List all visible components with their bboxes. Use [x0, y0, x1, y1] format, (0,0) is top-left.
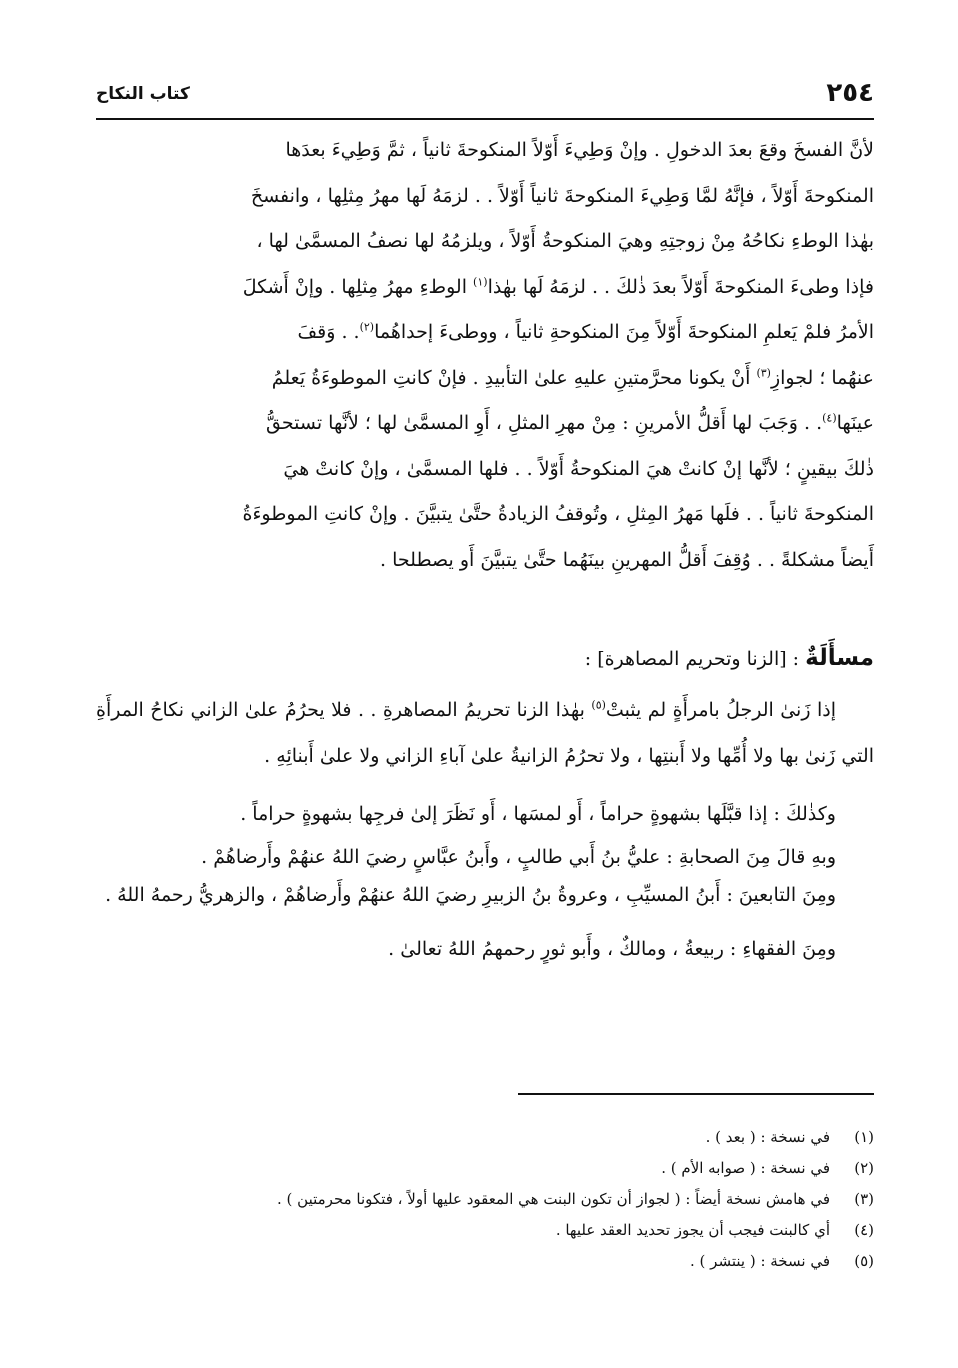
- footnote-number: (٤): [854, 1221, 874, 1239]
- text-line: [96, 401, 874, 447]
- footnote-ref[interactable]: (٤): [822, 411, 837, 425]
- text-line: ذٰلكَ بيقينٍ ؛ لأنَّها إنْ كانتْ هيَ المنكوحةُ أَوّلاً . . فلها المسمَّىٰ ، وإنْ كانتْ هيَ: [283, 457, 874, 480]
- text-segment: الوطءِ مهرُ مِثلِها . وإنْ أَشكلَ: [242, 275, 474, 298]
- footnote-number: (٣): [854, 1190, 874, 1208]
- footnote-item: [96, 1184, 874, 1215]
- paragraph: وكذٰلكَ : إذا قبَّلَها بشهوةٍ حراماً ، أَو لمسَها ، أَو نَظَرَ إلىٰ فرجِها بشهوةٍ حراماً .: [240, 803, 836, 825]
- footnote-item: [96, 1246, 874, 1277]
- text-line: [96, 356, 874, 402]
- text-line: [96, 310, 874, 356]
- text-line: المنكوحةَ ثانياً . . فلَها مَهرُ المِثلِ ، وتُوقفُ الزيادةُ حتَّىٰ يتبيَّنَ . وإنْ كانتِ الموطوءَةُ: [242, 503, 874, 525]
- text-line: أَيضاً مشكلةً . . وُقِفَ أَقلُّ المهرينِ بينَهُما حتَّىٰ يتبيَّنَ أَو يصطلحا .: [380, 548, 874, 571]
- footnote-divider: [518, 1093, 874, 1095]
- footnote-item: [96, 1153, 874, 1184]
- paragraph: ومِنَ التابعينَ : أَبنُ المسيِّبِ ، وعروةُ بنُ الزبيرِ رضيَ اللهُ عنهُمْ وأَرضاهُمْ ، والزهريُّ رحمهُ اللهُ .: [105, 883, 836, 906]
- page-header: [96, 78, 874, 120]
- text-line: لأنَّ الفسخَ وقعَ بعدَ الدخولِ . وإنْ وَطِيءَ أَوّلاً المنكوحةَ ثانياً ، ثمَّ وَطِيءَ بعدَها: [285, 139, 874, 161]
- text-segment: عينَها: [836, 412, 874, 434]
- paragraph: [96, 688, 874, 779]
- footnote-text: أي كالبنت فيجب أن يجوز تحديد العقد عليها .: [555, 1221, 830, 1239]
- text-segment: . . وَجَبَ لها أَقلُّ الأمرينِ : مِنْ مهرِ المثلِ ، أَوِ المسمَّىٰ لها ؛ لأنَّها تستحقُّ: [266, 412, 823, 434]
- footnote-text: في نسخة : ( صوابه الأم ) .: [661, 1159, 830, 1177]
- footnote-ref[interactable]: (٢): [359, 320, 375, 334]
- footnote-text: في هامش نسخة أيضاً : ( لجواز أن تكون البنت هي المعقود عليها أولاً ، فتكونا محرمتين ) .: [277, 1190, 830, 1208]
- text-segment: فإذا وطىءَ المنكوحةَ أَوّلاً بعدَ ذٰلكَ . . لزمَهُ لَها بهٰذا: [487, 275, 874, 298]
- text-segment: عنهُما ؛ لجوازِ: [770, 366, 874, 389]
- text-segment: . . وَقفَ: [297, 321, 360, 343]
- paragraph: وبهِ قالَ مِنَ الصحابةِ : عليُّ بنُ أَبي طالبٍ ، وأَبنُ عبَّاسٍ رضيَ اللهُ عنهُمْ وأَرضاهُمْ .: [201, 845, 836, 868]
- masala-title: : [الزنا وتحريم المصاهرة] :: [584, 648, 806, 670]
- footnote-text: في نسخة : ( ينتشر ) .: [690, 1252, 830, 1270]
- paragraph: ومِنَ الفقهاءِ : ربيعةُ ، ومالكٌ ، وأَبو ثورٍ رحمهمُ اللهُ تعالىٰ .: [388, 937, 836, 960]
- footnote-number: (١): [854, 1128, 874, 1146]
- running-title: كتاب النكاح: [96, 84, 190, 104]
- text-segment: الأمرُ فلمْ يَعلمِ المنكوحةَ أَوّلاً مِنَ المنكوحةِ ثانياً ، ووطىءَ إحداهُما: [374, 321, 874, 343]
- footnote-number: (٥): [854, 1252, 874, 1270]
- text-block-2: [96, 688, 874, 972]
- footnote-item: [96, 1122, 874, 1153]
- text-line: المنكوحةَ أَوّلاً ، فإنَّهُ لمَّا وَطِيءَ المنكوحةَ ثانياً أَوّلاً . . لزمَهُ لَها مهرُ مِثلِها ، وانفسخَ: [250, 184, 874, 207]
- footnote-text: في نسخة : ( بعد ) .: [705, 1128, 830, 1146]
- footnote-item: [96, 1215, 874, 1246]
- footnote-number: (٢): [854, 1159, 874, 1177]
- footnote-ref[interactable]: (١): [473, 275, 488, 289]
- text-block-1: [96, 128, 874, 583]
- text-segment: بهٰذا الزنا تحريمُ المصاهرةِ . . فلا يحرُمُ علىٰ الزاني نكاحُ المرأَةِ التي زَنىٰ بها ولا أُمِّها ولا أَبنتِها ، ولا تحرُمُ الزانيةُ علىٰ آباءِ الزاني ولا علىٰ أَبنائِهِ .: [96, 699, 874, 767]
- text-segment: إذا زَنىٰ الرجلُ بامرأَةٍ لم يثبتْ: [605, 699, 836, 721]
- footnote-ref[interactable]: (٣): [756, 366, 771, 380]
- text-line: بهٰذا الوطءِ نكاحُهُ مِنْ زوجتِهِ وهيَ المنكوحةُ أَوّلاً ، ويلزمُهُ لها نصفُ المسمَّىٰ لها ،: [256, 230, 874, 252]
- page-number: ٢٥٤: [826, 78, 874, 108]
- footnote-ref[interactable]: (٥): [591, 698, 606, 712]
- footnotes: [96, 1122, 874, 1277]
- masala-heading: [96, 638, 874, 679]
- text-line: [96, 265, 874, 311]
- masala-word: مسأَلَةٌ: [805, 645, 874, 671]
- text-segment: أَنْ يكونا محرَّمتينِ عليهِ علىٰ التأبيدِ . فإنْ كانتِ الموطوءَةُ يَعلمُ: [271, 366, 757, 389]
